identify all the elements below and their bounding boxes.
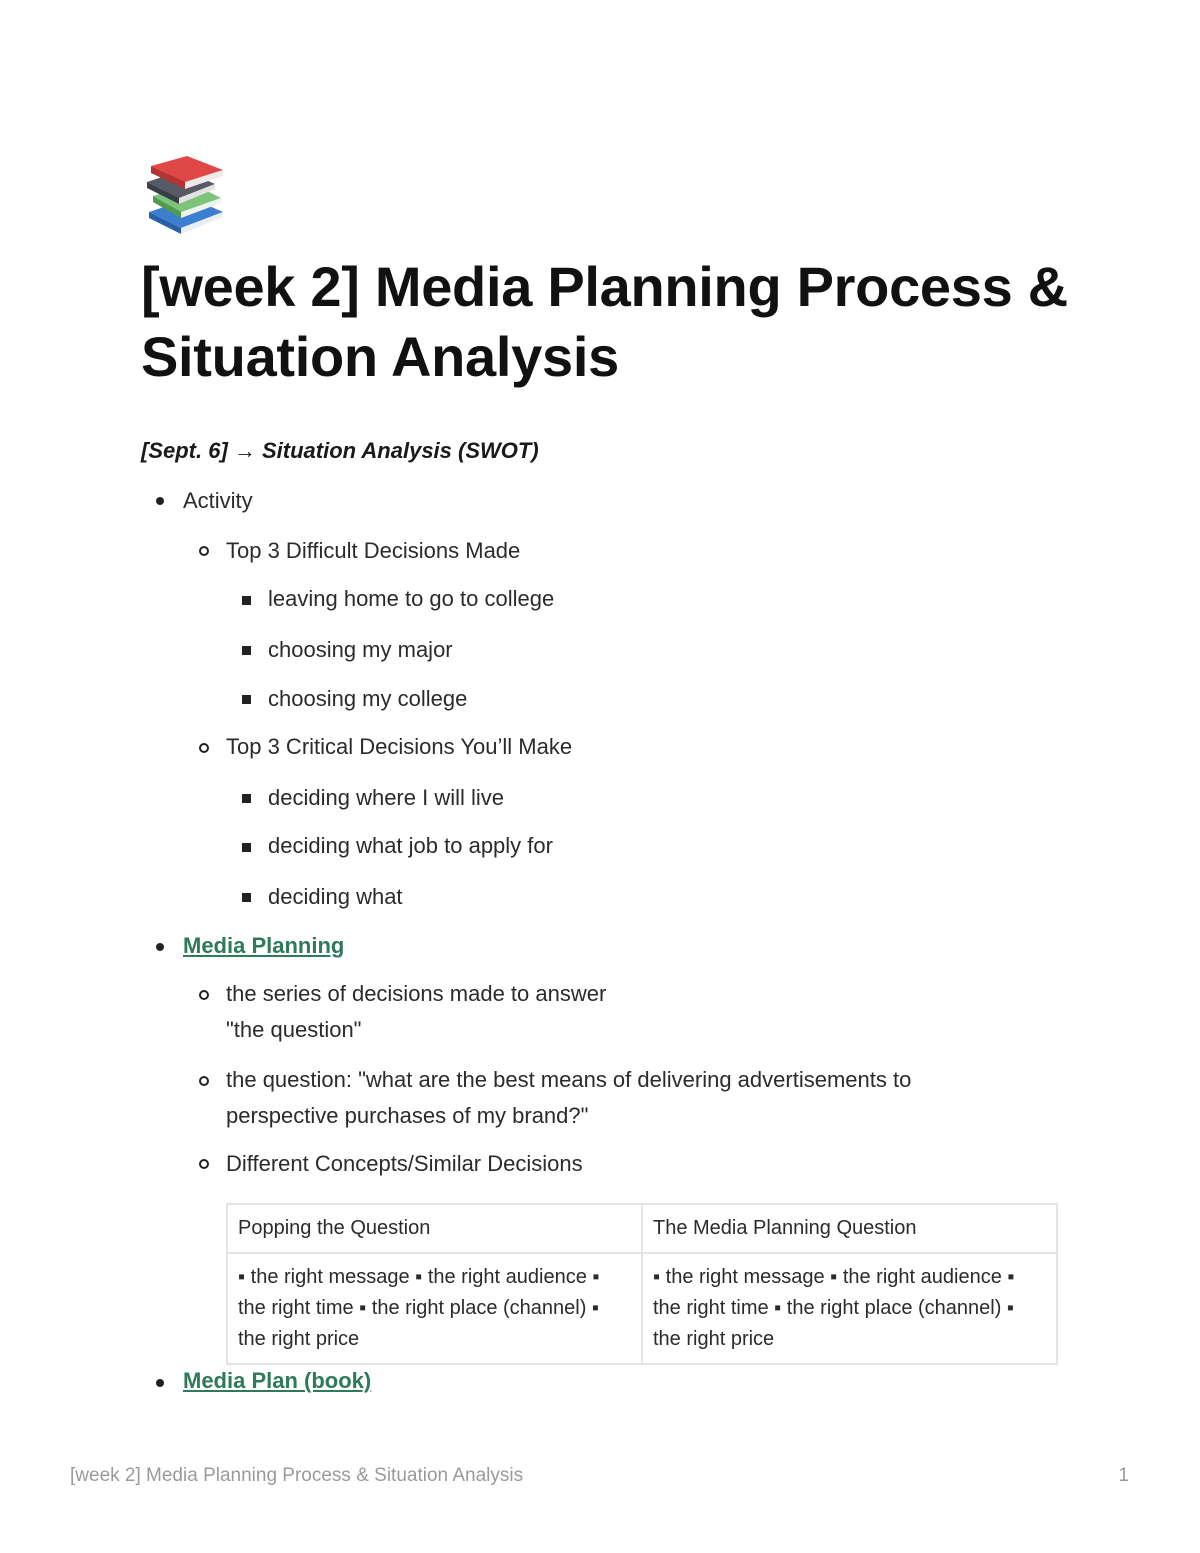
list-item: deciding where I will live [268,785,504,810]
list-item-concepts: Different Concepts/Similar Decisions [226,1151,583,1176]
bullet-dot [156,497,164,505]
section-subheading: [Sept. 6] → Situation Analysis (SWOT) [141,438,539,463]
list-item: deciding what job to apply for [268,833,553,858]
bullet-square [242,794,251,803]
table-header-cell: The Media Planning Question [642,1204,1057,1253]
bullet-square [242,646,251,655]
list-item-activity: Activity [183,488,253,513]
bullet-circle [199,1159,209,1169]
list-item: deciding what [268,884,403,909]
table-cell: ▪ the right message ▪ the right audience ▪ the right time ▪ the right place (channel) ▪ the right price [642,1253,1057,1364]
media-plan-book-link[interactable]: Media Plan (book) [183,1368,372,1393]
bullet-circle [199,990,209,1000]
question-line-2: perspective purchases of my brand?" [226,1103,589,1128]
books-emoji-icon [143,152,229,236]
list-item: choosing my major [268,637,453,662]
list-item: choosing my college [268,686,468,711]
comparison-table [226,1203,1058,1365]
bullet-dot [156,1379,164,1387]
bullet-square [242,893,251,902]
bullet-square [242,843,251,852]
table-header-row [227,1204,1057,1253]
bullet-square [242,695,251,704]
bullet-dot [156,943,164,951]
page-number: 1 [1118,1465,1129,1486]
definition-line-1: the series of decisions made to answer [226,981,607,1006]
bullet-square [242,596,251,605]
table-header-cell: Popping the Question [227,1204,642,1253]
table-row [227,1253,1057,1364]
list-item: leaving home to go to college [268,586,555,611]
question-line-1: the question: "what are the best means of delivering advertisements to [226,1067,912,1092]
media-planning-link[interactable]: Media Planning [183,933,345,958]
footer-title: [week 2] Media Planning Process & Situation Analysis [70,1465,524,1486]
page-title: [week 2] Media Planning Process & Situation Analysis [141,255,1068,388]
bullet-circle [199,743,209,753]
bullet-circle [199,1076,209,1086]
definition-line-2: "the question" [226,1017,362,1042]
bullet-circle [199,546,209,556]
list-item-difficult-heading: Top 3 Difficult Decisions Made [226,538,521,563]
table-cell: ▪ the right message ▪ the right audience ▪ the right time ▪ the right place (channel) ▪ the right price [227,1253,642,1364]
list-item-critical-heading: Top 3 Critical Decisions You’ll Make [226,734,573,759]
